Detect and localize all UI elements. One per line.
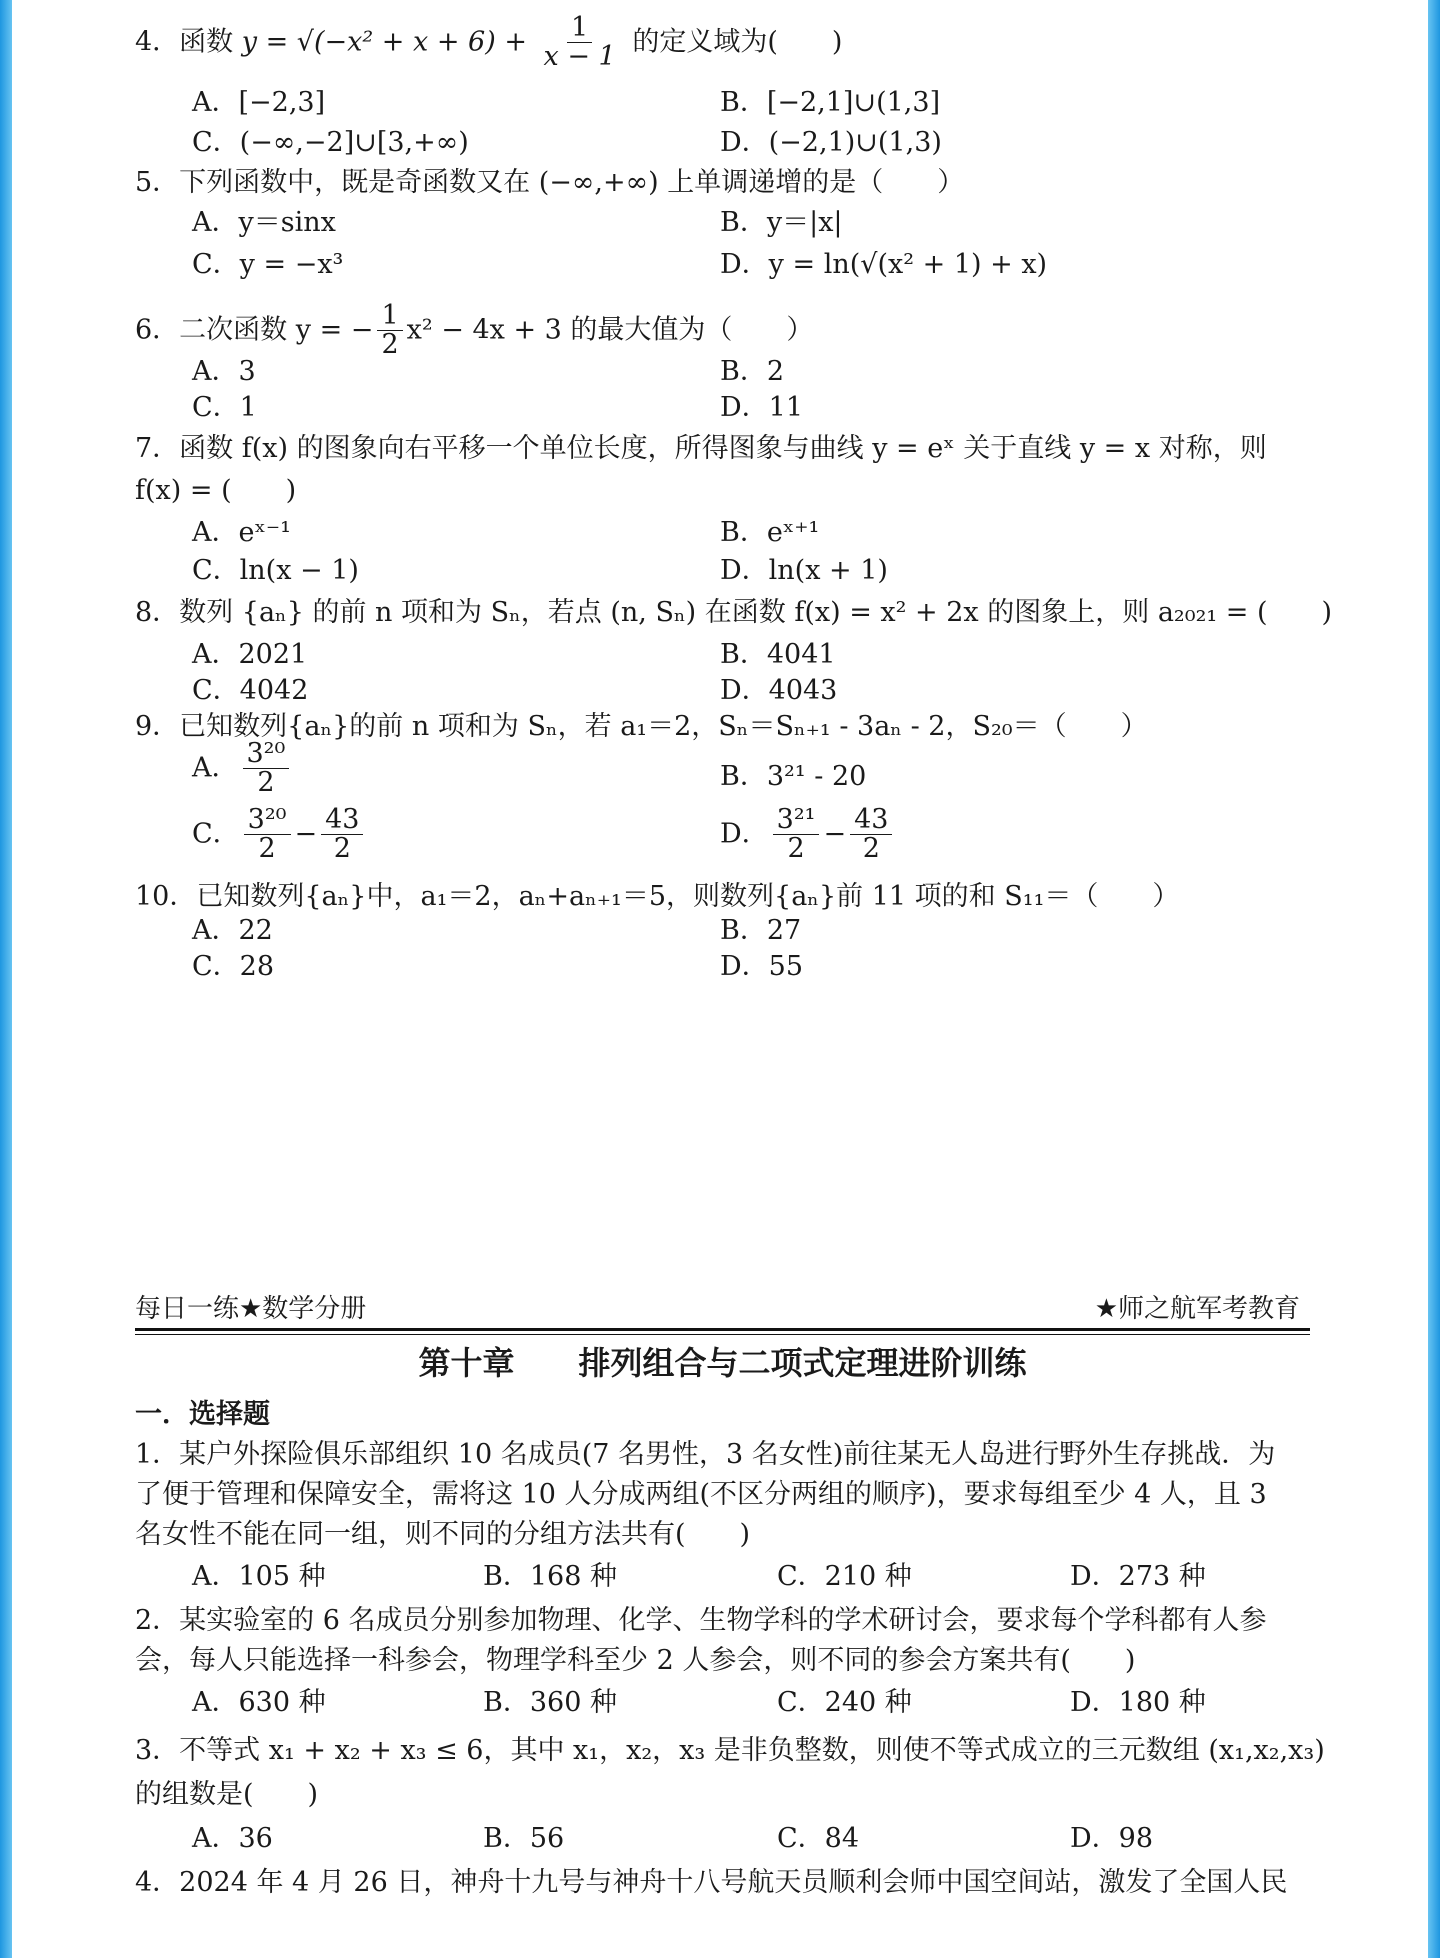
lq2-option-d: D．180 种 [1070, 1687, 1206, 1718]
q5-option-b: B．y＝|x| [720, 207, 843, 238]
q5-option-c: C．y = −x³ [192, 249, 344, 280]
q7-option-c: C．ln(x − 1) [192, 555, 359, 586]
lower-question-3-line1: 3．不等式 x₁ + x₂ + x₃ ≤ 6，其中 x₁，x₂，x₃ 是非负整数，则使不等式成立的三元数组 (x₁,x₂,x₃) [135, 1735, 1325, 1766]
q8-option-c: C．4042 [192, 675, 309, 706]
fraction: $\frac{\text{3²⁰}}{2}$ [243, 740, 290, 798]
fraction: $\frac{43}{2}$ [321, 806, 363, 864]
question-10-stem: 10．已知数列{aₙ}中，a₁＝2，aₙ+aₙ₊₁＝5，则数列{aₙ}前 11 项的和 S₁₁＝（ ） [135, 881, 1180, 912]
right-page-edge [1428, 0, 1440, 1958]
lower-question-4-line1: 4．2024 年 4 月 26 日，神舟十九号与神舟十八号航天员顺利会师中国空间站，激发了全国人民 [135, 1867, 1288, 1898]
question-4-stem: 4．函数 y = √(−x² + x + 6) + $\frac{1}{x - 1}$ 的定义域为( ) [135, 12, 843, 73]
lower-question-1-line2: 了便于管理和保障安全，需将这 10 人分成两组(不区分两组的顺序)，要求每组至少 4 人，且 3 [135, 1479, 1267, 1510]
fraction: $\frac{\text{3²⁰}}{2}$ [244, 806, 291, 864]
document-page [135, 0, 1333, 1958]
lq3-option-b: B．56 [483, 1823, 565, 1854]
question-5-stem: 5．下列函数中，既是奇函数又在 (−∞,+∞) 上单调递增的是（ ） [135, 167, 965, 198]
left-page-edge [0, 0, 12, 1958]
running-header-left: 每日一练★数学分册 [135, 1294, 367, 1324]
lower-question-2-line2: 会，每人只能选择一科参会，物理学科至少 2 人参会，则不同的参会方案共有( ) [135, 1645, 1136, 1676]
q10-option-d: D．55 [720, 951, 804, 982]
question-9-stem: 9．已知数列{aₙ}的前 n 项和为 Sₙ，若 a₁＝2，Sₙ＝Sₙ₊₁ - 3aₙ - 2，S₂₀＝（ ） [135, 711, 1148, 742]
header-rule-thick [135, 1328, 1310, 1331]
q8-option-d: D．4043 [720, 675, 838, 706]
q6-option-a: A．3 [192, 356, 256, 387]
lq1-option-b: B．168 种 [483, 1561, 617, 1592]
q4-option-d: D．(−2,1)∪(1,3) [720, 127, 942, 158]
q6-option-b: B．2 [720, 356, 785, 387]
lq1-option-d: D．273 种 [1070, 1561, 1206, 1592]
question-7-stem-line1: 7．函数 f(x) 的图象向右平移一个单位长度，所得图象与曲线 y = eˣ 关于直线 y = x 对称，则 [135, 433, 1267, 464]
q9-option-b: B．3²¹ - 20 [720, 761, 867, 792]
lq1-option-c: C．210 种 [777, 1561, 912, 1592]
q5-option-a: A．y＝sinx [192, 207, 336, 238]
chapter-title: 第十章 排列组合与二项式定理进阶训练 [418, 1344, 1027, 1382]
lq2-option-c: C．240 种 [777, 1687, 912, 1718]
fraction: $\frac{1}{2}$ [377, 302, 402, 360]
lq3-option-c: C．84 [777, 1823, 860, 1854]
fraction: $\frac{\text{3²¹}}{2}$ [773, 806, 820, 864]
q9-option-d: D． $\frac{\text{3²¹}}{2}$ − $\frac{43}{2}$ [720, 806, 896, 864]
q4-option-c: C．(−∞,−2]∪[3,+∞) [192, 127, 469, 158]
q7-option-a: A．eˣ⁻¹ [192, 517, 291, 548]
q4-option-b: B．[−2,1]∪(1,3] [720, 87, 941, 118]
lq2-option-a: A．630 种 [192, 1687, 326, 1718]
q9-option-a: A． $\frac{\text{3²⁰}}{2}$ [192, 740, 293, 798]
running-header-right: ★师之航军考教育 [1094, 1294, 1300, 1324]
q8-option-a: A．2021 [192, 639, 308, 670]
q5-option-d: D．y = ln(√(x² + 1) + x) [720, 249, 1048, 280]
lower-question-3-line2: 的组数是( ) [135, 1779, 319, 1810]
q6-option-c: C．1 [192, 392, 257, 423]
question-8-stem: 8．数列 {aₙ} 的前 n 项和为 Sₙ，若点 (n, Sₙ) 在函数 f(x) = x² + 2x 的图象上，则 a₂₀₂₁ = ( ) [135, 597, 1333, 628]
lq2-option-b: B．360 种 [483, 1687, 617, 1718]
q10-option-a: A．22 [192, 915, 273, 946]
lq3-option-a: A．36 [192, 1823, 273, 1854]
lower-question-1-line3: 名女性不能在同一组，则不同的分组方法共有( ) [135, 1519, 751, 1550]
q9-option-c: C． $\frac{\text{3²⁰}}{2}$ − $\frac{43}{2}$ [192, 806, 367, 864]
question-6-stem: 6．二次函数 y = − $\frac{1}{2}$ x² − 4x + 3 的最大值为（ ） [135, 300, 814, 361]
q6-option-d: D．11 [720, 392, 804, 423]
q7-option-b: B．eˣ⁺¹ [720, 517, 820, 548]
lq1-option-a: A．105 种 [192, 1561, 326, 1592]
lower-question-1-line1: 1．某户外探险俱乐部组织 10 名成员(7 名男性，3 名女性)前往某无人岛进行野外生存挑战．为 [135, 1439, 1276, 1470]
lower-question-2-line1: 2．某实验室的 6 名成员分别参加物理、化学、生物学科的学术研讨会，要求每个学科都有人参 [135, 1605, 1267, 1636]
header-rule-thin [135, 1334, 1310, 1335]
q4-option-a: A．[−2,3] [192, 87, 326, 118]
q8-option-b: B．4041 [720, 639, 836, 670]
lq3-option-d: D．98 [1070, 1823, 1154, 1854]
section-title: 一．选择题 [135, 1399, 270, 1430]
question-7-stem-line2: f(x) = ( ) [135, 475, 297, 506]
fraction: $\frac{1}{x - 1}$ [543, 12, 616, 73]
q10-option-b: B．27 [720, 915, 802, 946]
q10-option-c: C．28 [192, 951, 275, 982]
q7-option-d: D．ln(x + 1) [720, 555, 888, 586]
fraction: $\frac{43}{2}$ [850, 806, 892, 864]
